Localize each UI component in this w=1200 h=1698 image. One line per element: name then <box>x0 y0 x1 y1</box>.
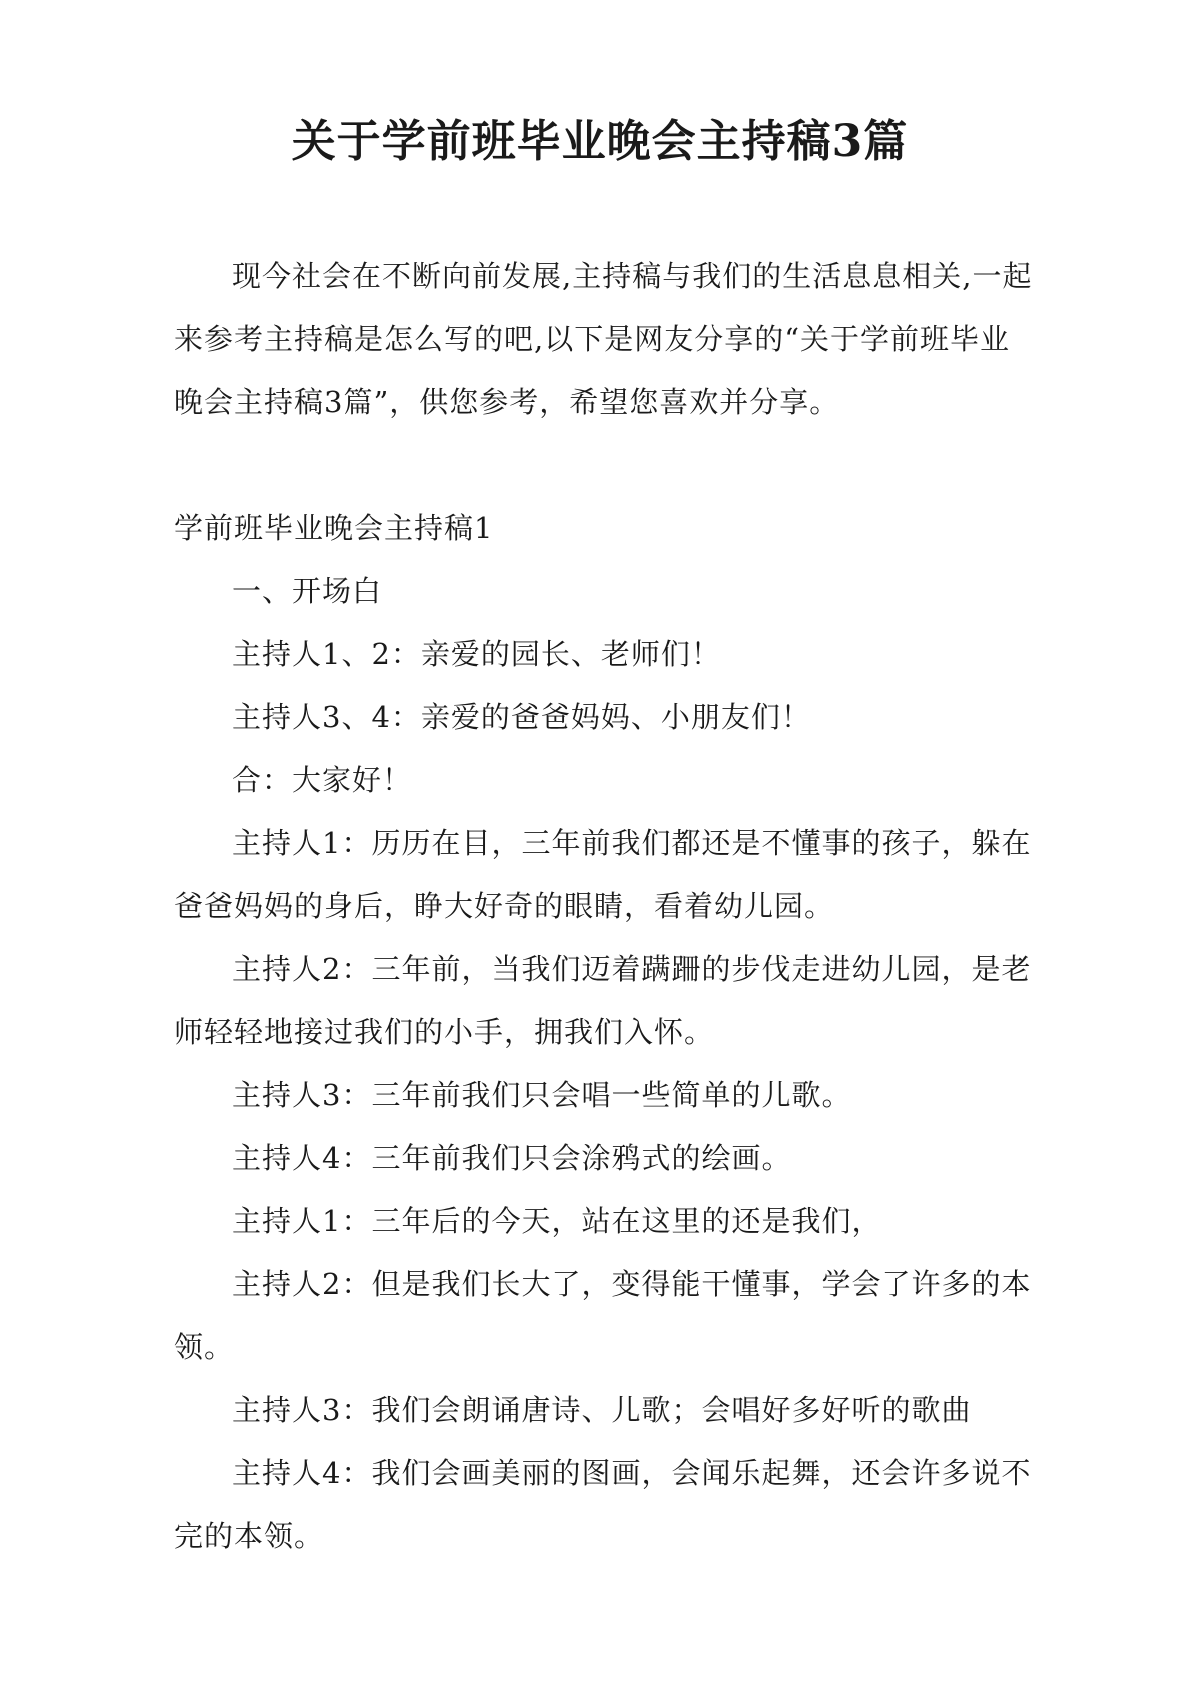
paragraph: 主持人3、4：亲爱的爸爸妈妈、小朋友们！ <box>232 700 811 734</box>
paragraph: 主持人4：我们会画美丽的图画，会闻乐起舞，还会许多说不完的本领。 <box>174 1456 1032 1553</box>
section-heading: 学前班毕业晚会主持稿1 <box>174 511 494 545</box>
paragraph: 主持人1：三年后的今天，站在这里的还是我们， <box>232 1204 882 1238</box>
paragraph: 主持人2：但是我们长大了，变得能干懂事，学会了许多的本领。 <box>174 1267 1032 1364</box>
paragraph: 合：大家好！ <box>232 763 413 797</box>
paragraph: 主持人1：历历在目，三年前我们都还是不懂事的孩子，躲在爸爸妈妈的身后，睁大好奇的眼睛，看着幼儿园。 <box>174 826 1032 923</box>
paragraph: 主持人1、2：亲爱的园长、老师们！ <box>232 637 721 671</box>
spacer <box>174 434 1039 497</box>
document-body <box>174 245 1039 1568</box>
paragraph: 主持人3：我们会朗诵唐诗、儿歌；会唱好多好听的歌曲 <box>232 1393 972 1427</box>
paragraph-opening: 一、开场白 <box>232 574 383 608</box>
intro-paragraph: 现今社会在不断向前发展,主持稿与我们的生活息息相关,一起来参考主持稿是怎么写的吧,以下是网友分享的“关于学前班毕业晚会主持稿3篇”，供您参考，希望您喜欢并分享。 <box>174 259 1033 419</box>
paragraph: 主持人3：三年前我们只会唱一些简单的儿歌。 <box>232 1078 852 1112</box>
document-title: 关于学前班毕业晚会主持稿3篇 <box>291 116 909 167</box>
paragraph: 主持人4：三年前我们只会涂鸦式的绘画。 <box>232 1141 792 1175</box>
paragraph: 主持人2：三年前，当我们迈着蹒跚的步伐走进幼儿园，是老师轻轻地接过我们的小手，拥我们入怀。 <box>174 952 1032 1049</box>
